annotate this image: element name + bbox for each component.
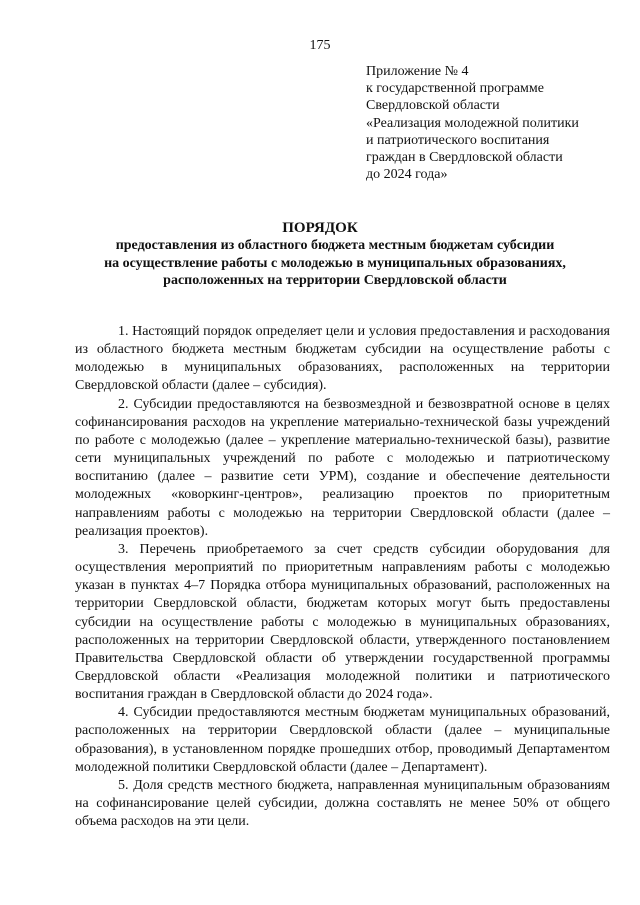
appendix-line: Свердловской области [366,98,500,114]
paragraph-2: 2. Субсидии предоставляются на безвозмездной и безвозвратной основе в целях софинансирования расходов на укрепление материально-технической базы учреждений по работе с молодежью (далее – укрепление материально-технической базы), развитие сети муниципальных учреждений по работе с молодежью и патриотическому воспитанию (далее – развитие сети УРМ), создание и обеспечение деятельности молодежных «коворкинг-центров», реализацию проектов по приоритетным направлениям работы с молодежью на территории Свердловской области (далее – реализация проектов). [75,396,610,539]
document-title: ПОРЯДОК [282,220,358,236]
paragraph-5: 5. Доля средств местного бюджета, направленная муниципальным образованиям на софинансирование целей субсидии, должна составлять не менее 50% от общего объема расходов на эти цели. [75,777,610,830]
page-number: 175 [309,38,331,53]
appendix-line: к государственной программе [366,81,544,97]
subtitle-line: расположенных на территории Свердловской области [163,273,507,288]
subtitle-line: предоставления из областного бюджета местным бюджетам субсидии [115,238,555,253]
appendix-line: до 2024 года» [366,167,448,183]
document-subtitle [70,237,600,290]
document-body [75,323,610,831]
paragraph-4: 4. Субсидии предоставляются местным бюджетам муниципальных образований, расположенных на территории Свердловской области (далее – муниципальные образования), в установленном порядке прошедших отбор, проводимый Департаментом молодежной политики Свердловской области (далее – Департамент). [75,705,610,775]
paragraph-1: 1. Настоящий порядок определяет цели и условия предоставления и расходования из областного бюджета местным бюджетам субсидии на осуществление работы с молодежью в муниципальных образованиях, расположенных на территории Свердловской области (далее – субсидия). [75,324,610,394]
appendix-line: Приложение № 4 [366,64,469,79]
appendix-block [366,63,636,183]
paragraph-3: 3. Перечень приобретаемого за счет средств субсидии оборудования для осуществления мероприятий по приоритетным направлениям работы с молодежью указан в пунктах 4–7 Порядка отбора муниципальных образований, расположенных на территории Свердловской области, бюджетам которых могут быть предоставлены субсидии на осуществление работы с молодежью в муниципальных образованиях, расположенных на территории Свердловской области, утвержденного постановлением Правительства Свердловской области об утверждении государственной программы Свердловской области «Реализация молодежной политики и патриотического воспитания граждан в Свердловской области до 2024 года». [75,541,610,703]
subtitle-line: на осуществление работы с молодежью в муниципальных образованиях, [104,255,566,271]
appendix-line: «Реализация молодежной политики [366,115,579,131]
appendix-line: граждан в Свердловской области [366,150,563,166]
appendix-line: и патриотического воспитания [366,132,550,148]
